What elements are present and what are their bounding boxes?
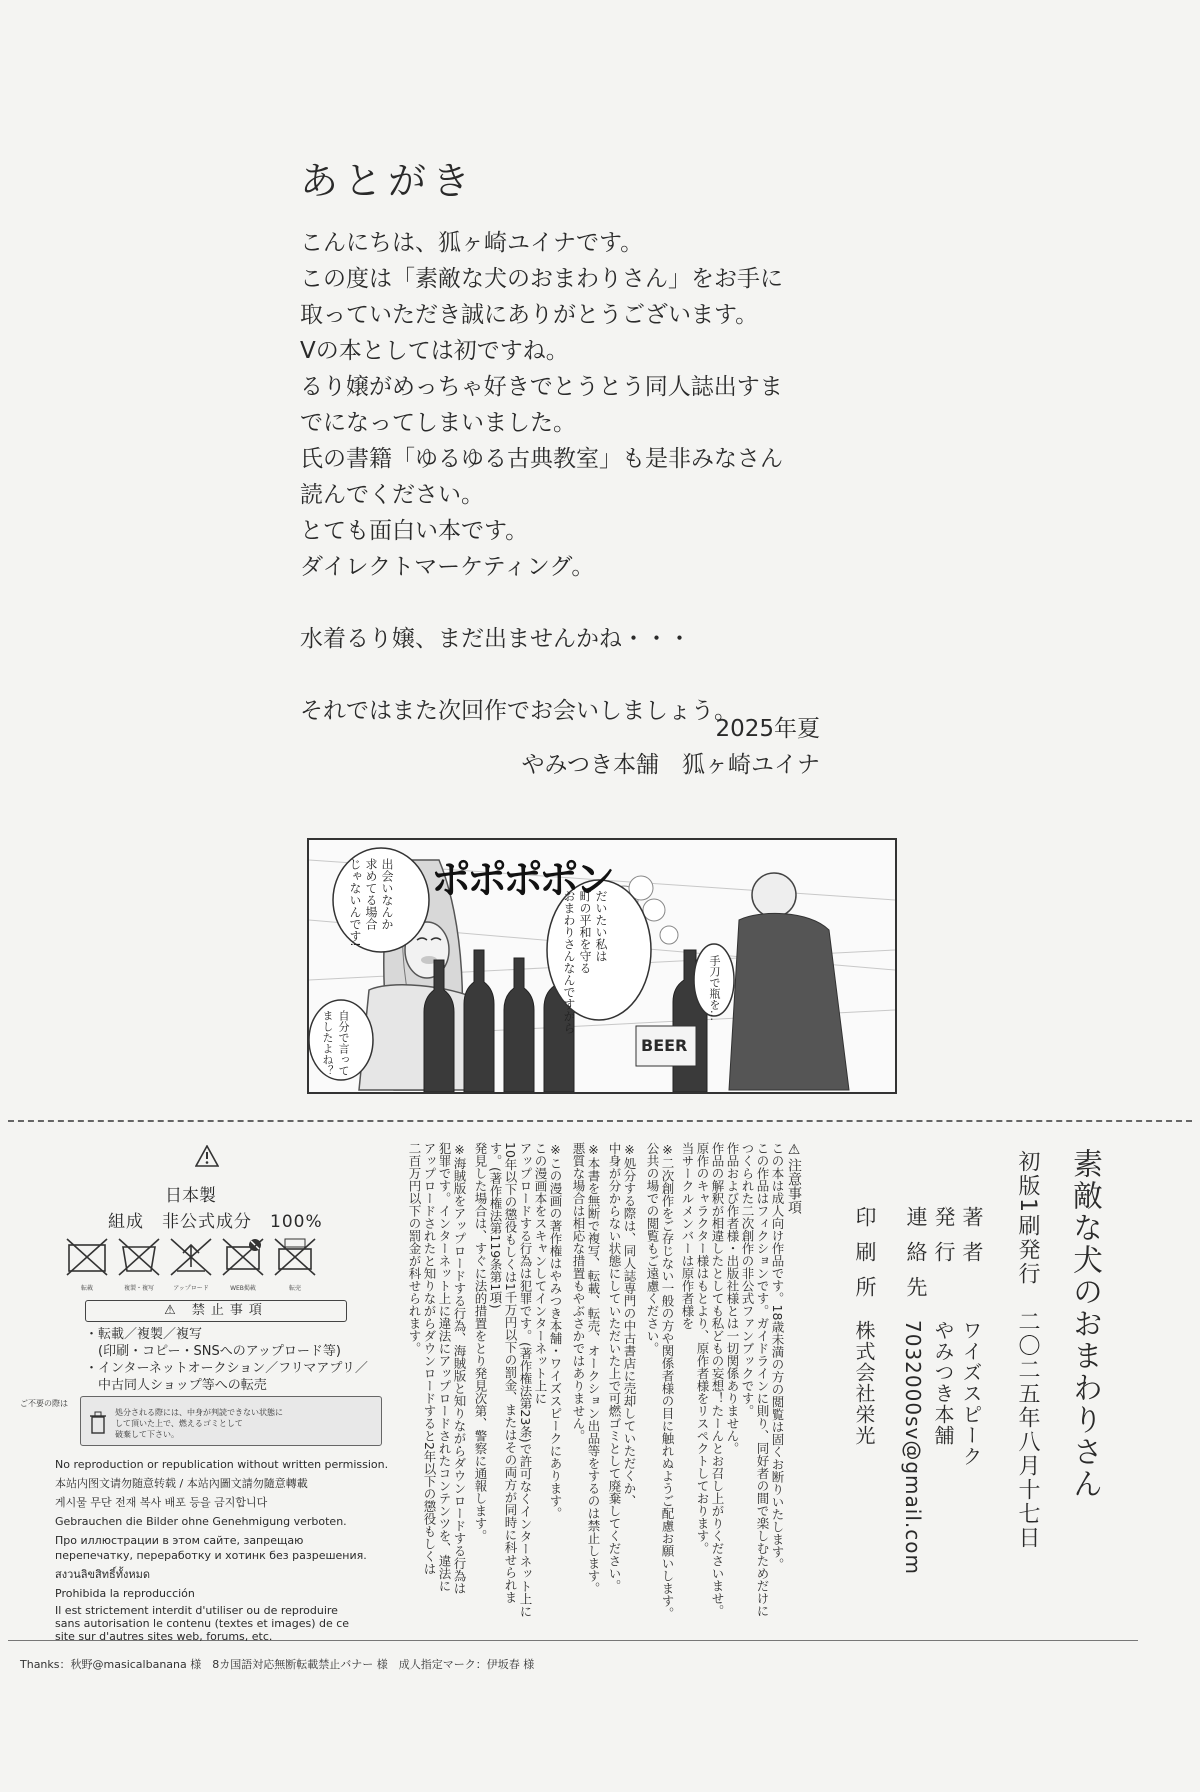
multilingual-line: Prohibida la reproducción bbox=[55, 1587, 195, 1600]
disposal-text: 破棄して下さい。 bbox=[115, 1430, 179, 1439]
notice-column: ※二次創作をご存じない一般の方や関係者様の目に触れぬようご配慮お願いします。 bbox=[660, 1142, 675, 1620]
afterword bbox=[300, 150, 860, 778]
afterword-line: こんにちは、狐ヶ崎ユイナです。 bbox=[300, 230, 644, 256]
sfx-text: ポポポポン bbox=[431, 857, 611, 903]
afterword-line: 氏の書籍「ゆるゆる古典教室」も是非みなさん bbox=[300, 446, 783, 472]
care-icon-row bbox=[65, 1237, 395, 1297]
prohibition-item: ・転載／複製／複写 bbox=[85, 1327, 203, 1342]
notice-column: ※この漫画の著作権はやみつき本舗・ワイズスピークにあります。 bbox=[548, 1142, 563, 1520]
cut-line bbox=[8, 1120, 1192, 1122]
notice-column: つくられた二次創作の非公式ファンブックです。 bbox=[740, 1142, 755, 1417]
notice-column: 作品および作者様・出版社様とは一切関係ありません。 bbox=[725, 1142, 740, 1455]
no-repost-icon bbox=[65, 1237, 109, 1277]
notice-column: 悪質な場合は相応な措置もやぶさかではありません。 bbox=[571, 1142, 586, 1442]
disposal-text: 処分される際には、中身が判読できない状態に bbox=[115, 1408, 283, 1417]
afterword-line: 読んでください。 bbox=[300, 482, 484, 508]
notice-column: ※処分する際は、同人誌専門の中古書店に売却していただくか、 bbox=[622, 1142, 637, 1507]
notice-column: 発見した場合は、すぐに法的措置をとり発見次第、警察に通報します。 bbox=[473, 1142, 488, 1542]
afterword-line: Vの本としては初ですね。 bbox=[300, 338, 569, 364]
speech-bubble-bottom: 自分で言って ましたよね？ bbox=[321, 1010, 350, 1076]
speech-bubble-right: 手刀で瓶を… bbox=[708, 955, 721, 1021]
afterword-line: 取っていただき誠にありがとうございます。 bbox=[300, 302, 759, 328]
colophon-edition: 初版1刷発行 二〇二五年八月十七日 bbox=[1015, 1150, 1040, 1550]
notice-column: す。(著作権法第119条第1項) bbox=[488, 1142, 503, 1309]
prohibition-item: ・インターネットオークション／フリマアプリ／ bbox=[85, 1361, 368, 1376]
care-caption: 転売 bbox=[288, 1285, 301, 1292]
notice-column: 10年以下の懲役もしくは1千万円以下の罰金、またはその両方が同時に科せられま bbox=[503, 1142, 518, 1604]
afterword-line: 水着るり嬢、まだ出ませんかね・・・ bbox=[300, 626, 691, 652]
colophon-author-label: 著者 bbox=[960, 1206, 984, 1276]
colophon-printer: 株式会社栄光 bbox=[852, 1320, 876, 1446]
prohibition-item: (印刷・コピー・SNSへのアップロード等) bbox=[85, 1344, 341, 1359]
multilingual-line: перепечатку, переработку и хотинк без разрешения. bbox=[55, 1549, 367, 1562]
care-caption: WEB掲載 bbox=[230, 1285, 256, 1292]
no-upload-icon bbox=[169, 1237, 213, 1277]
notice-column: ※海賊版をアップロードする行為、海賊版と知りながらダウンロードする行為は bbox=[452, 1142, 467, 1595]
notice-column: 原作のキャラクター様はもとより、原作者様をリスペクトしております。 bbox=[695, 1142, 710, 1555]
care-caption: アップロード bbox=[173, 1285, 209, 1292]
afterword-line: とても面白い本です。 bbox=[300, 518, 529, 544]
afterword-line: ダイレクトマーケティング。 bbox=[300, 554, 595, 580]
notice-title: ⚠注意事項 bbox=[786, 1142, 802, 1214]
notice-column: この本は成人向け作品です。18歳未満の方の閲覧は固くお断りいたします。 bbox=[770, 1142, 785, 1571]
warning-icon bbox=[195, 1145, 219, 1167]
bottle-label: BEER bbox=[641, 1036, 688, 1055]
prohibition-item: 中古同人ショップ等への転売 bbox=[85, 1378, 267, 1393]
afterword-line: それではまた次回作でお会いしましょう。 bbox=[300, 698, 737, 724]
prohibition-header: ⚠ 禁止事項 bbox=[85, 1300, 347, 1322]
afterword-line: るり嬢がめっちゃ好きでとうとう同人誌出すま bbox=[300, 374, 783, 400]
notice-column: 当サークルメンバーは原作者様を bbox=[680, 1142, 695, 1330]
multilingual-line: Gebrauchen die Bilder ohne Genehmigung verboten. bbox=[55, 1515, 347, 1528]
disposal-title: ご不要の際は bbox=[20, 1399, 68, 1408]
afterword-line: でになってしまいました。 bbox=[300, 410, 576, 436]
no-copy-icon bbox=[117, 1237, 161, 1277]
colophon-contact-label: 連絡先 bbox=[904, 1206, 928, 1311]
care-caption: 複製・複写 bbox=[123, 1285, 154, 1292]
colophon-publisher-label: 発行 bbox=[932, 1206, 956, 1276]
notice-column: この作品はフィクションです。ガイドラインに則り、同好者の間で楽しむためだけに bbox=[755, 1142, 770, 1617]
notice-column: アップロードする行為は犯罪です。(著作権法第23条)で許可なくインターネット上に bbox=[518, 1142, 533, 1618]
multilingual-line: No reproduction or republication without written permission. bbox=[55, 1458, 389, 1471]
colophon-contact: 7032000sv@gmail.com bbox=[901, 1320, 925, 1575]
disposal-text: して頂いた上で、燃えるゴミとして bbox=[115, 1419, 243, 1428]
thanks-credits: Thanks：秋野@masicalbanana 様 8カ国語対応無断転載禁止バナー 様 成人指定マーク：伊坂春 様 bbox=[20, 1658, 535, 1671]
trash-icon bbox=[89, 1411, 107, 1435]
multilingual-line: 本站内图文请勿随意转载 / 本站內圖文請勿隨意轉載 bbox=[55, 1477, 308, 1490]
afterword-signature: やみつき本舗 狐ヶ崎ユイナ bbox=[521, 752, 820, 778]
no-web-post-icon bbox=[221, 1237, 265, 1277]
multilingual-line: สงวนลิขสิทธิ์ทั้งหมด bbox=[55, 1568, 150, 1581]
care-caption: 転載 bbox=[80, 1285, 93, 1292]
notice-column: 公共の場での閲覧もご遠慮ください。 bbox=[645, 1142, 660, 1355]
multilingual-line: Il est strictement interdit d'utiliser ou de reproduire bbox=[55, 1604, 338, 1617]
colophon-author: ワイズスピーク bbox=[959, 1320, 983, 1467]
composition-label: 組成 非公式成分 100% bbox=[108, 1212, 323, 1232]
disposal-notice bbox=[80, 1396, 382, 1446]
notice-column: ※本書を無断で複写、転載、転売、オークション出品等をするのは禁止します。 bbox=[586, 1142, 601, 1595]
colophon-title: 素敵な犬のおまわりさん bbox=[1067, 1148, 1102, 1500]
notice-column: 中身が分からない状態にしていただいた上で可燃ゴミとして廃棄してください。 bbox=[607, 1142, 622, 1592]
afterword-date: 2025年夏 bbox=[715, 716, 820, 742]
no-resale-icon bbox=[273, 1237, 317, 1277]
speech-bubble-middle: だいたい私は 町の平和を守る おまわりさんなんですから bbox=[562, 890, 608, 1034]
colophon-printer-label: 印刷所 bbox=[853, 1206, 877, 1311]
notice-column: この漫画本をスキャンしてインターネット上に bbox=[533, 1142, 548, 1405]
notice-column: 犯罪です。インターネット上に違法にアップロードされたコンテンツを、違法に bbox=[437, 1142, 452, 1592]
afterword-title: あとがき bbox=[300, 159, 477, 203]
multilingual-line: 게시물 무단 전재 복사 배포 등을 금지합니다 bbox=[55, 1496, 268, 1509]
afterword-line: この度は「素敵な犬のおまわりさん」をお手に bbox=[300, 266, 783, 292]
manga-panel bbox=[307, 838, 897, 1094]
notice-column: 二百万円以下の罰金が科せられます。 bbox=[407, 1142, 422, 1355]
speech-bubble-left: 出会いなんか 求めてる場合 じゃないんです! bbox=[348, 858, 394, 947]
notice-column: アップロードされたと知りながらダウンロードすると2年以下の懲役もしくは bbox=[422, 1142, 437, 1575]
colophon-publisher: やみつき本舗 bbox=[931, 1320, 955, 1446]
made-in-label: 日本製 bbox=[165, 1186, 216, 1206]
multilingual-line: sans autorisation le contenu (textes et images) de ce bbox=[55, 1617, 350, 1630]
multilingual-line: Про иллюстрации в этом сайте, запрещаю bbox=[55, 1534, 304, 1547]
notice-column: 作品の解釈が相違したとしても私どもの妄想！たーんとお召し上がりくださいませ。 bbox=[710, 1142, 725, 1617]
multilingual-line: site sur d'autres sites web, forums, etc. bbox=[55, 1630, 273, 1643]
